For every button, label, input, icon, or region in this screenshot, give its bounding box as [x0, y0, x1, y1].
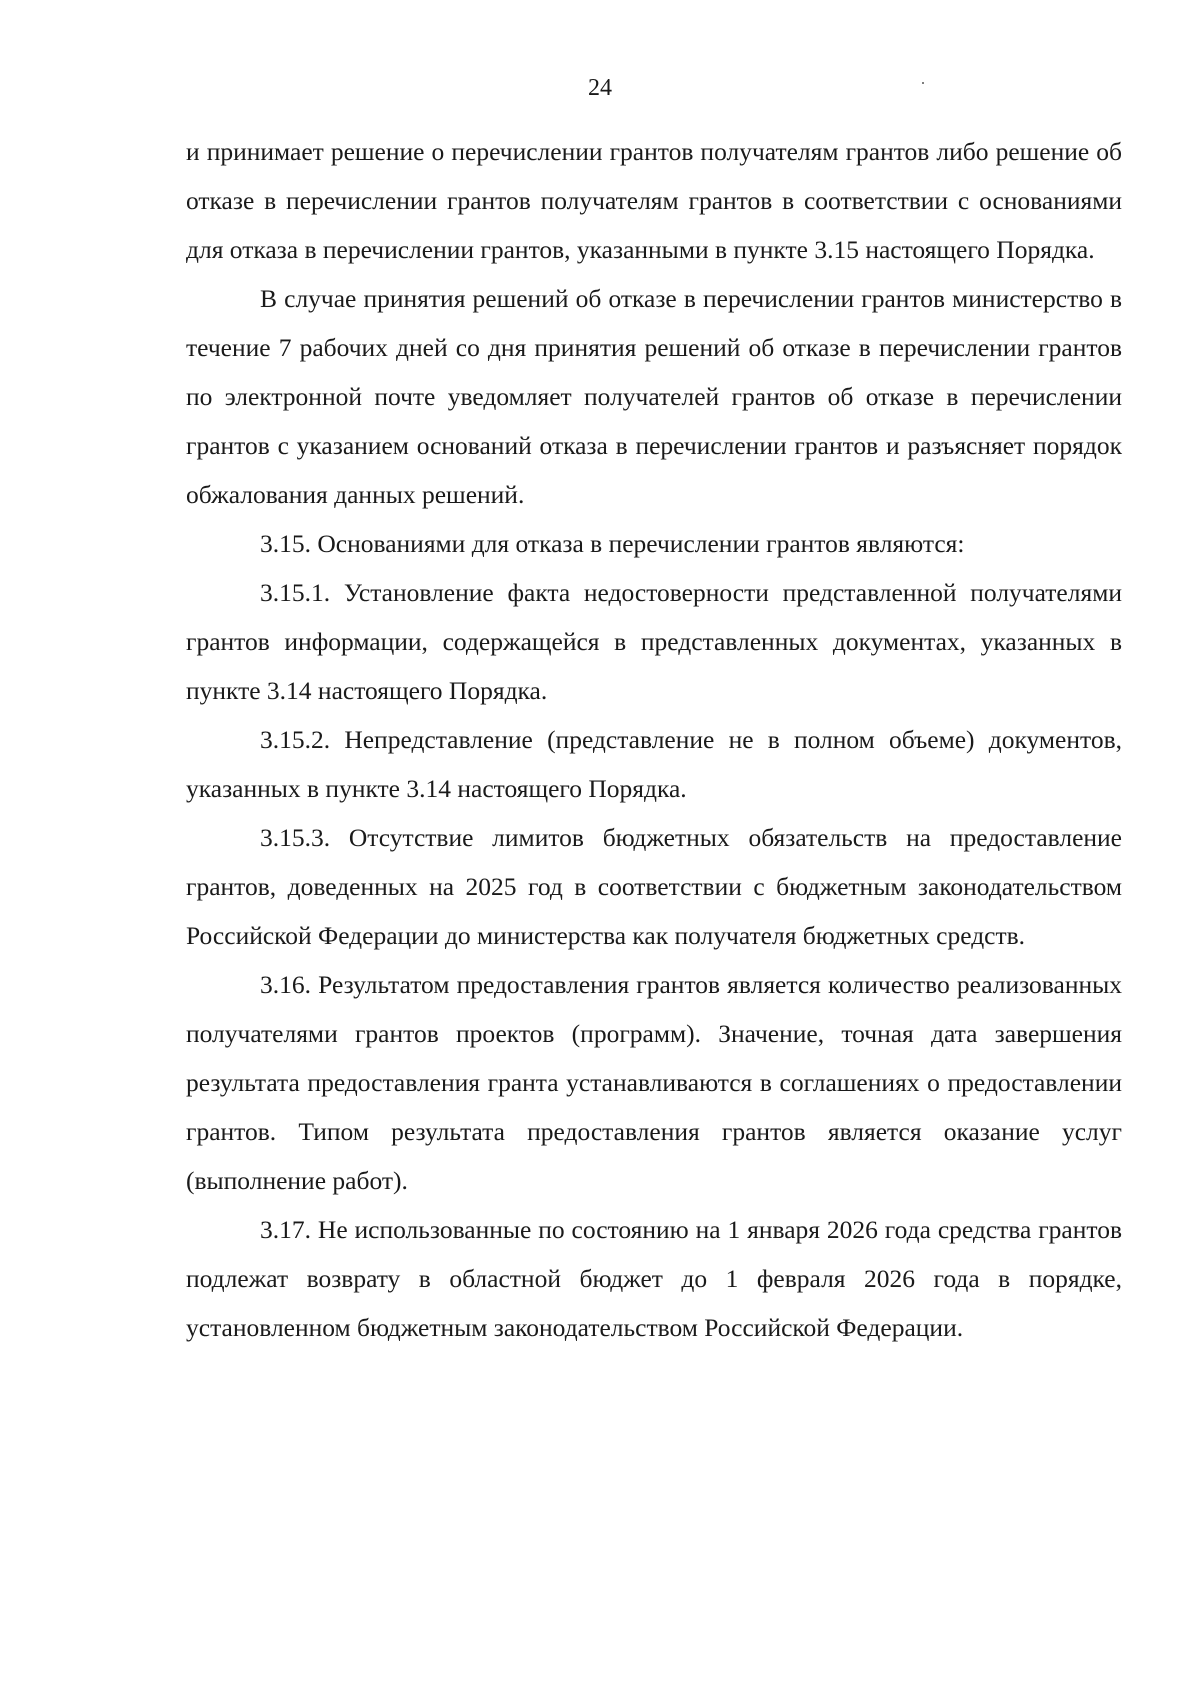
scan-speck	[922, 82, 924, 84]
paragraph-continuation: и принимает решение о перечислении грантов получателям грантов либо решение об отказе в перечислении грантов получателям грантов в соответствии с основаниями для отказа в перечислении грантов, указанными в пункте 3.15 настоящего Порядка.	[186, 137, 1122, 264]
paragraph-refusal-notice: В случае принятия решений об отказе в перечислении грантов министерство в течение 7 рабочих дней со дня принятия решений об отказе в перечислении грантов по электронной почте уведомляет получателей грантов об отказе в перечислении грантов с указанием оснований отказа в перечислении грантов и разъясняет порядок обжалования данных решений.	[186, 284, 1122, 509]
paragraph-3-17: 3.17. Не использованные по состоянию на 1 января 2026 года средства грантов подлежат возврату в областной бюджет до 1 февраля 2026 года в порядке, установленном бюджетным законодательством Российской Федерации.	[186, 1215, 1122, 1342]
paragraph-3-16: 3.16. Результатом предоставления грантов является количество реализованных получателями грантов проектов (программ). Значение, точная дата завершения результата предоставления гранта устанавливаются в соглашениях о предоставлении грантов. Типом результата предоставления грантов является оказание услуг (выполнение работ).	[186, 970, 1122, 1195]
paragraph-3-15-1: 3.15.1. Установление факта недостоверности представленной получателями грантов информации, содержащейся в представленных документах, указанных в пункте 3.14 настоящего Порядка.	[186, 578, 1122, 705]
paragraph-3-15-2: 3.15.2. Непредставление (представление не в полном объеме) документов, указанных в пункте 3.14 настоящего Порядка.	[186, 725, 1122, 803]
paragraph-3-15-3: 3.15.3. Отсутствие лимитов бюджетных обязательств на предоставление грантов, доведенных на 2025 год в соответствии с бюджетным законодательством Российской Федерации до министерства как получателя бюджетных средств.	[186, 823, 1122, 950]
page-number: 24	[588, 75, 612, 101]
document-body	[186, 127, 1122, 1352]
paragraph-3-15: 3.15. Основаниями для отказа в перечислении грантов являются:	[260, 529, 965, 558]
